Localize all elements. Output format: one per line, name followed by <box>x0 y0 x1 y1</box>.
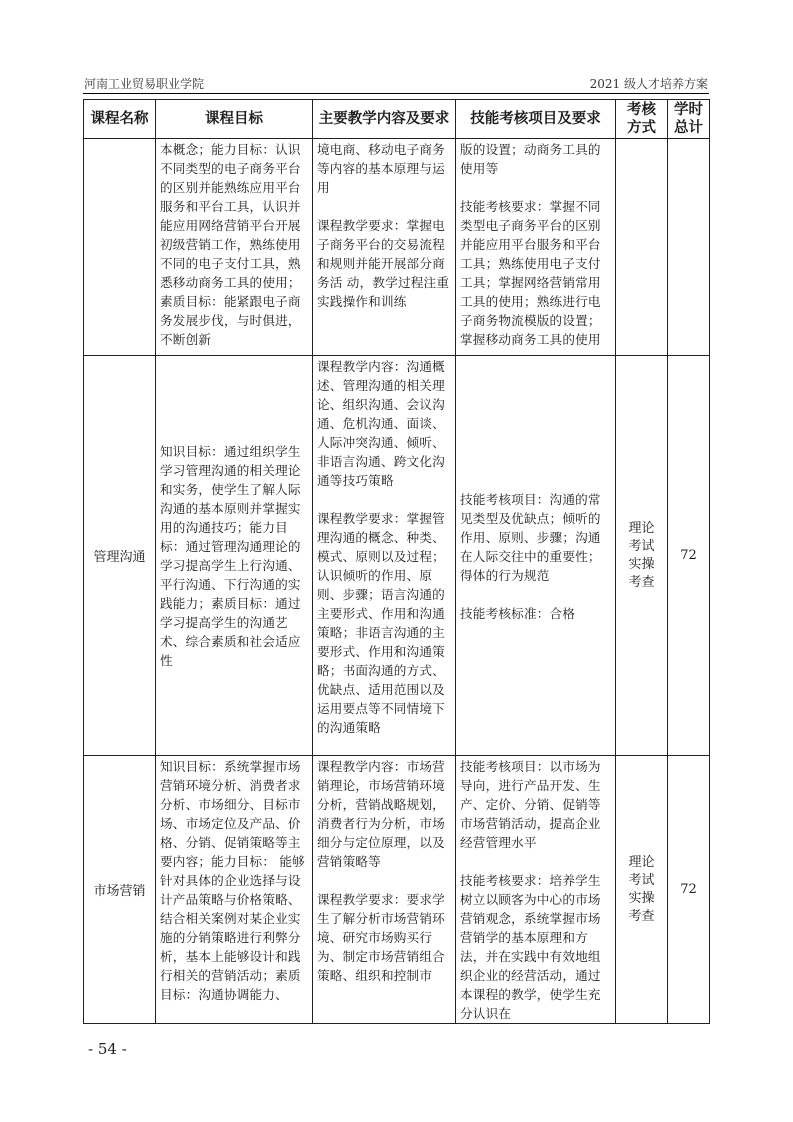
method-line: 考查 <box>628 574 655 590</box>
col-header-method <box>616 100 668 139</box>
content-cell <box>313 356 456 756</box>
course-name-cell <box>84 139 156 356</box>
header-document-title: 2021 级人才培养方案 <box>589 77 708 91</box>
assessment-paragraph: 技能考核项目：沟通的常见类型及优缺点；倾听的作用、原则、步骤；沟通在人际交往中的重要性；得体的行为规范 <box>460 491 601 583</box>
assessment-paragraph: 技能考核要求：掌握不同类型电子商务平台的区别并能应用平台服务和平台工具；熟练使用电子支付工具；掌握网络营销常用工具的使用；熟练进行电子商务物流模版的设置；掌握移动商务工具的使用 <box>460 199 601 347</box>
col-header-hours-line2: 总计 <box>674 120 703 136</box>
col-header-course-name: 课程名称 <box>84 100 156 139</box>
assessment-paragraph: 技能考核项目：以市场为导向，进行产品开发、生产、定价、分销、促销等市场营销活动，提高企业经营管理水平 <box>460 759 601 850</box>
curriculum-table <box>83 99 710 1024</box>
col-header-hours <box>668 100 710 139</box>
table-row <box>84 139 710 356</box>
method-cell <box>616 756 668 1024</box>
objectives-cell: 知识目标：系统掌握市场营销环境分析、消费者求分析、市场细分、目标市场、市场定位及产品、价格、分销、促销策略等主要内容；能力目标： 能够针对具体的企业选择与设计产品策略与价格策略、结合相关案例对某企业实施的分销策略进行利弊分析，基本上能够设计和践行相关的营销活动；素质目标：沟通协调能力、 <box>156 756 313 1024</box>
content-paragraph: 课程教学要求：掌握电子商务平台的交易流程和规则并能开展部分商务活 动，教学过程注重实践操作和训练 <box>317 218 450 309</box>
content-paragraph: 课程教学要求：掌握管理沟通的概念、种类、模式、原则以及过程；认识倾听的作用、原则、步骤；语言沟通的主要形式、作用和沟通策略；非语言沟通的主要形式、作用和沟通策略；书面沟通的方式、优缺点、适用范围以及运用要点等不同情境下的沟通策略 <box>317 511 445 735</box>
col-header-method-line2: 方式 <box>627 120 656 136</box>
method-line: 实操 <box>628 556 655 572</box>
col-header-method-line1: 考核 <box>627 102 656 118</box>
assessment-cell <box>456 756 616 1024</box>
method-cell <box>616 356 668 756</box>
content-paragraph: 境电商、移动电子商务等内容的基本原理与运用 <box>317 142 445 195</box>
method-line: 考试 <box>628 872 655 888</box>
content-paragraph: 课程教学内容：市场营销理论，市场营销环境分析，营销战略规划，消费者行为分析，市场细分与定位原理，以及营销策略等 <box>317 759 445 869</box>
header-institution: 河南工业贸易职业学院 <box>84 77 205 91</box>
method-cell <box>616 139 668 356</box>
objectives-cell: 知识目标：通过组织学生学习管理沟通的相关理论和实务，使学生了解人际沟通的基本原则并掌握实用的沟通技巧；能力目标：通过管理沟通理论的学习提高学生上行沟通、平行沟通、下行沟通的实践能力；素质目标：通过学习提高学生的沟通艺术、综合素质和社会适应性 <box>156 356 313 756</box>
method-line: 理论 <box>628 854 655 870</box>
col-header-hours-line1: 学时 <box>674 102 703 118</box>
content-paragraph: 课程教学内容：沟通概述、管理沟通的相关理论、组织沟通、会议沟通、危机沟通、面谈、人际冲突沟通、倾听、非语言沟通、跨文化沟通等技巧策略 <box>317 359 445 488</box>
table-row <box>84 756 710 1024</box>
method-line: 考查 <box>628 908 655 924</box>
col-header-assessment: 技能考核项目及要求 <box>456 100 616 139</box>
col-header-objectives: 课程目标 <box>156 100 313 139</box>
hours-cell <box>668 139 710 356</box>
hours-cell: 72 <box>668 356 710 756</box>
content-paragraph: 课程教学要求：要求学生了解分析市场营销环境、研究市场购买行为、制定市场营销组合策略、组织和控制市 <box>317 892 445 983</box>
content-cell <box>313 139 456 356</box>
col-header-content: 主要教学内容及要求 <box>313 100 456 139</box>
page-number: - 54 - <box>88 1040 127 1058</box>
hours-cell: 72 <box>668 756 710 1024</box>
content-cell <box>313 756 456 1024</box>
objectives-cell: 本概念；能力目标：认识不同类型的电子商务平台的区别并能熟练应用平台服务和平台工具，认识并能应用网络营销平台开展初级营销工作，熟练使用不同的电子支付工具，熟悉移动商务工具的使用；素质目标：能紧跟电子商务发展步伐，与时俱进，不断创新 <box>156 139 313 356</box>
course-name-cell: 市场营销 <box>84 756 156 1024</box>
assessment-paragraph: 技能考核要求：培养学生树立以顾客为中心的市场营销观念，系统掌握市场营销学的基本原理和方法，并在实践中有效地组织企业的经营活动，通过本课程的教学，使学生充分认识在 <box>460 873 601 1021</box>
table-row <box>84 356 710 756</box>
table-header-row <box>84 100 710 139</box>
course-name-cell: 管理沟通 <box>84 356 156 756</box>
assessment-paragraph: 技能考核标准：合格 <box>460 605 576 621</box>
method-line: 理论 <box>628 520 655 536</box>
method-line: 实操 <box>628 890 655 906</box>
header-rule <box>83 93 709 94</box>
assessment-cell <box>456 356 616 756</box>
method-line: 考试 <box>628 538 655 554</box>
assessment-cell <box>456 139 616 356</box>
assessment-paragraph: 版的设置；动商务工具的使用等 <box>460 142 601 176</box>
